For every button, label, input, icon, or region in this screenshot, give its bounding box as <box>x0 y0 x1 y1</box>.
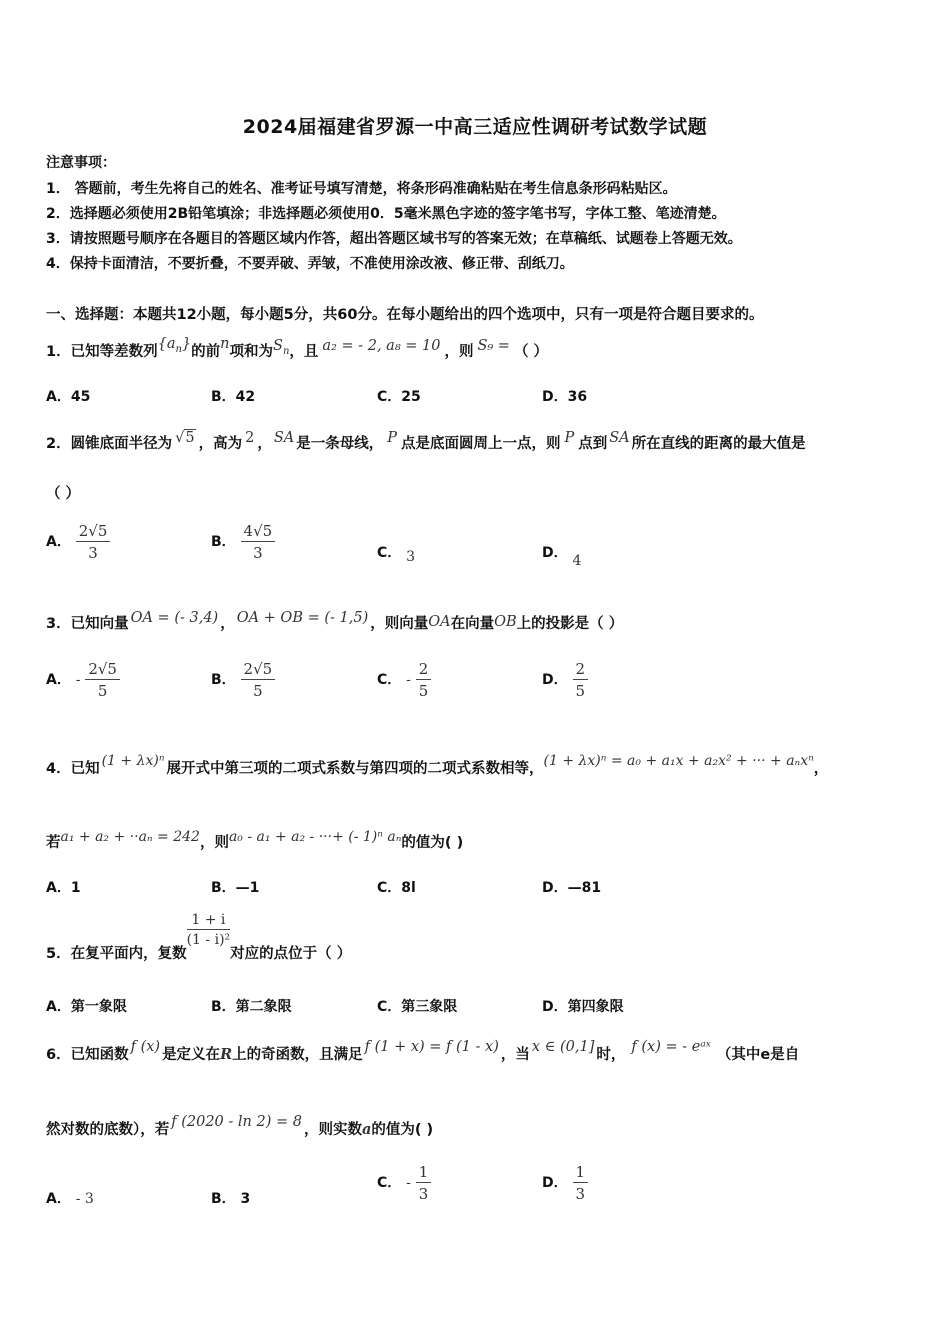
q4-sum-math: a₁ + a₂ + ··aₙ = 242 <box>60 829 200 845</box>
question-3 <box>46 612 623 633</box>
q1-n-math: n <box>220 336 230 352</box>
q4-text: 4．已知 <box>46 761 100 777</box>
q4-option-c: C．8l <box>377 880 416 896</box>
q4-text: 的值为( ) <box>401 835 464 851</box>
q2-sa-math: SA <box>609 430 630 446</box>
q1-sum-math: $S_n$ <box>273 338 290 357</box>
q6-text: （其中e是自 <box>716 1047 800 1063</box>
q6-domain-math: x ∈ (0,1] <box>531 1039 595 1055</box>
q4-text: ， <box>813 761 829 777</box>
q2-text: 点到 <box>578 436 608 452</box>
q3-sum-math: OA + OB = (- 1,5) <box>236 610 369 626</box>
q2-option-a-fraction: $\frac{2√5}{3}$ <box>76 522 111 562</box>
q1-option-d: D．36 <box>542 389 588 405</box>
q4-text: 展开式中第三项的二项式系数与第四项的二项式系数相等， <box>166 761 544 777</box>
q1-sequence-math: $\{a_n\}$ <box>157 336 192 355</box>
q4-option-b: B．—1 <box>211 880 260 896</box>
q6-option-b: B． 3 <box>211 1191 251 1207</box>
q3-option-c-fraction: $\frac{2}{5}$ <box>416 660 432 700</box>
q6-value-math: f (2020 - ln 2) = 8 <box>171 1114 302 1130</box>
q3-text: 3．已知向量 <box>46 616 129 632</box>
q2-text: 2．圆锥底面半径为 <box>46 436 173 452</box>
q2-text: ，高为 <box>198 436 243 452</box>
q4-option-a: A．1 <box>46 880 81 896</box>
q3-text: ，则向量 <box>370 616 429 632</box>
q1-condition-math: a₂ = - 2, a₈ = 10 <box>322 338 441 354</box>
q4-option-d: D．—81 <box>542 880 602 896</box>
q4-text: ，则 <box>199 835 229 851</box>
q5-text: 对应的点位于（ ） <box>230 946 352 962</box>
q6-option-d: D． $\frac{1}{3}$ <box>542 1163 588 1203</box>
q6-symmetry-math: f (1 + x) = f (1 - x) <box>364 1039 499 1055</box>
q6-text: ，当 <box>500 1047 530 1063</box>
page-title: 2024届福建省罗源一中高三适应性调研考试数学试题 <box>242 116 708 138</box>
q3-text: 上的投影是（ ） <box>516 616 624 632</box>
q3-option-b: B． $\frac{2√5}{5}$ <box>211 660 275 700</box>
q2-p-math: P <box>387 430 397 446</box>
q6-text: 然对数的底数），若 <box>46 1122 170 1138</box>
q3-option-b-fraction: $\frac{2√5}{5}$ <box>241 660 276 700</box>
q6-option-c-fraction: $\frac{1}{3}$ <box>416 1163 432 1203</box>
q6-text: ，则实数 <box>303 1122 362 1138</box>
q6-text: 时， <box>596 1047 626 1063</box>
question-6-line-2 <box>46 1114 434 1139</box>
q6-text: 6．已知函数 <box>46 1047 129 1063</box>
q1-text: 项和为 <box>229 344 273 360</box>
q2-text: 是一条母线， <box>296 436 384 452</box>
q3-option-c: C． - $\frac{2}{5}$ <box>377 660 431 700</box>
q1-text: 的前 <box>191 344 221 360</box>
question-4-line-1 <box>46 753 829 778</box>
q3-text: ， <box>220 616 235 632</box>
notice-item: 4．保持卡面清洁，不要折叠，不要弄破、弄皱，不准使用涂改液、修正带、刮纸刀。 <box>46 256 574 272</box>
q2-sa-math: SA <box>273 430 295 446</box>
question-5 <box>46 912 352 962</box>
q6-fx-math: f (x) <box>130 1039 161 1055</box>
q2-option-b-fraction: $\frac{4√5}{3}$ <box>241 522 276 562</box>
q5-option-d: D．第四象限 <box>542 999 624 1015</box>
q1-text: 1．已知等差数列 <box>46 344 158 360</box>
q2-radius-math: √5 <box>175 430 195 446</box>
q5-option-b: B．第二象限 <box>211 999 292 1015</box>
q2-text: 点是底面圆周上一点，则 <box>400 436 561 452</box>
question-4-line-2 <box>46 831 463 852</box>
notice-item: 1． 答题前，考生先将自己的姓名、准考证号填写清楚，将条形码准确粘贴在考生信息条形码粘贴区。 <box>46 181 677 197</box>
q6-definition-math: f (x) = - eᵃˣ <box>631 1039 711 1055</box>
q1-option-b: B．42 <box>211 389 256 405</box>
q5-text: 5．在复平面内，复数 <box>46 946 187 962</box>
question-6-line-1 <box>46 1039 800 1064</box>
notice-heading: 注意事项： <box>46 155 116 171</box>
q1-text: ，则 <box>444 344 474 360</box>
q2-option-d: D． 4 <box>542 545 582 569</box>
q2-option-c: C． 3 <box>377 545 416 565</box>
q2-p-math: P <box>564 430 575 446</box>
q4-binom-math: (1 + λx)ⁿ <box>101 753 165 769</box>
q6-text: 是定义在 <box>162 1047 221 1063</box>
notice-item: 3．请按照题号顺序在各题目的答题区域内作答，超出答题区域书写的答案无效；在草稿纸、试题卷上答题无效。 <box>46 231 742 247</box>
q3-ob-math: OB <box>494 614 517 630</box>
q1-option-a: A．45 <box>46 389 91 405</box>
q5-option-a: A．第一象限 <box>46 999 127 1015</box>
q1-text: ，且 <box>289 344 319 360</box>
q5-option-c: C．第三象限 <box>377 999 458 1015</box>
q5-complex-fraction: $\frac{1 + i}{\text{(1 - i)²}}$ <box>186 912 231 948</box>
q3-oa-math: OA = (- 3,4) <box>130 610 219 626</box>
q3-text: 在向量 <box>450 616 495 632</box>
question-1 <box>46 336 549 363</box>
q6-a-math: a <box>361 1121 372 1138</box>
q2-text: 所在直线的距离的最大值是 <box>631 436 806 452</box>
q6-option-c: C． - $\frac{1}{3}$ <box>377 1163 431 1203</box>
q3-option-d: D． $\frac{2}{5}$ <box>542 660 588 700</box>
question-2 <box>46 432 806 453</box>
q3-option-d-fraction: $\frac{2}{5}$ <box>573 660 589 700</box>
q6-text: 的值为( ) <box>371 1122 434 1138</box>
q1-text: （ ） <box>513 344 549 360</box>
q1-option-c: C．25 <box>377 389 421 405</box>
q6-text: 上的奇函数，且满足 <box>232 1047 363 1063</box>
q4-text: 若 <box>46 835 61 851</box>
notice-item: 2．选择题必须使用2B铅笔填涂；非选择题必须使用0．5毫米黑色字迹的签字笔书写，字体工整、笔迹清楚。 <box>46 206 726 222</box>
section-heading: 一、选择题：本题共12小题，每小题5分，共60分。在每小题给出的四个选项中，只有一项是符合题目要求的。 <box>46 307 764 323</box>
q4-expansion-math: (1 + λx)ⁿ = a₀ + a₁x + a₂x² + ··· + aₙxⁿ <box>543 753 814 769</box>
q3-option-a: A． - $\frac{2√5}{5}$ <box>46 660 120 700</box>
q2-height-math: 2 <box>245 430 255 446</box>
q2-bracket: （ ） <box>46 486 81 502</box>
q2-text: ， <box>257 436 272 452</box>
q3-oa-math: OA <box>428 614 451 630</box>
q6-option-d-fraction: $\frac{1}{3}$ <box>573 1163 589 1203</box>
q6-r-math: R <box>220 1046 233 1063</box>
q2-option-a: A． $\frac{2√5}{3}$ <box>46 522 110 562</box>
q3-option-a-fraction: $\frac{2√5}{5}$ <box>85 660 120 700</box>
q2-option-b: B． $\frac{4√5}{3}$ <box>211 522 275 562</box>
q1-s9-math: S₉ = <box>477 338 510 354</box>
q4-alternating-math: a₀ - a₁ + a₂ - ···+ (- 1)ⁿ aₙ <box>228 829 402 845</box>
q6-option-a: A． - 3 <box>46 1191 94 1207</box>
